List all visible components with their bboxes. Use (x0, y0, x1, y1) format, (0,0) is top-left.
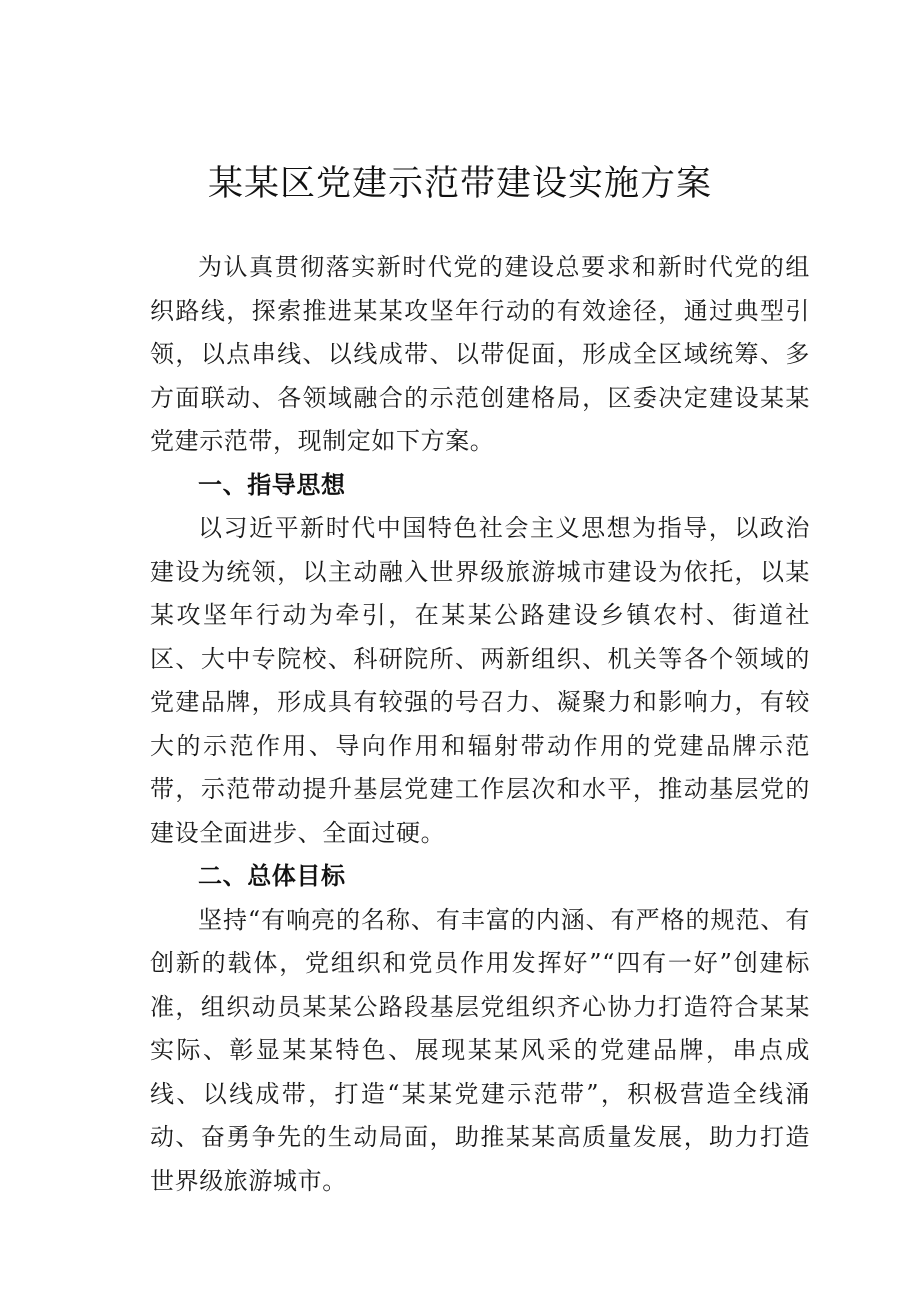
section-paragraph-guiding-ideology: 以习近平新时代中国特色社会主义思想为指导，以政治建设为统领，以主动融入世界级旅游城市建设为依托，以某某攻坚年行动为牵引，在某某公路建设乡镇农村、街道社区、大中专院校、科研院所、两新组织、机关等各个领域的党建品牌，形成具有较强的号召力、凝聚力和影响力，有较大的示范作用、导向作用和辐射带动作用的党建品牌示范带，示范带动提升基层党建工作层次和水平，推动基层党的建设全面进步、全面过硬。 (150, 514, 810, 847)
section-paragraph-overall-goals: 坚持“有响亮的名称、有丰富的内涵、有严格的规范、有创新的载体，党组织和党员作用发挥好”“四有一好”创建标准，组织动员某某公路段基层党组织齐心协力打造符合某某实际、彰显某某特色、展现某某风采的党建品牌，串点成线、以线成带，打造“某某党建示范带”，积极营造全线涌动、奋勇争先的生动局面，助推某某高质量发展，助力打造世界级旅游城市。 (150, 905, 810, 1195)
intro-paragraph: 为认真贯彻落实新时代党的建设总要求和新时代党的组织路线，探索推进某某攻坚年行动的有效途径，通过典型引领，以点串线、以线成带、以带促面，形成全区域统筹、多方面联动、各领域融合的示范创建格局，区委决定建设某某党建示范带，现制定如下方案。 (150, 253, 810, 455)
section-heading-overall-goals: 二、总体目标 (198, 862, 346, 890)
section-heading-guiding-ideology: 一、指导思想 (198, 470, 346, 499)
document-title: 某某区党建示范带建设实施方案 (207, 164, 712, 204)
document-body (150, 246, 810, 1203)
